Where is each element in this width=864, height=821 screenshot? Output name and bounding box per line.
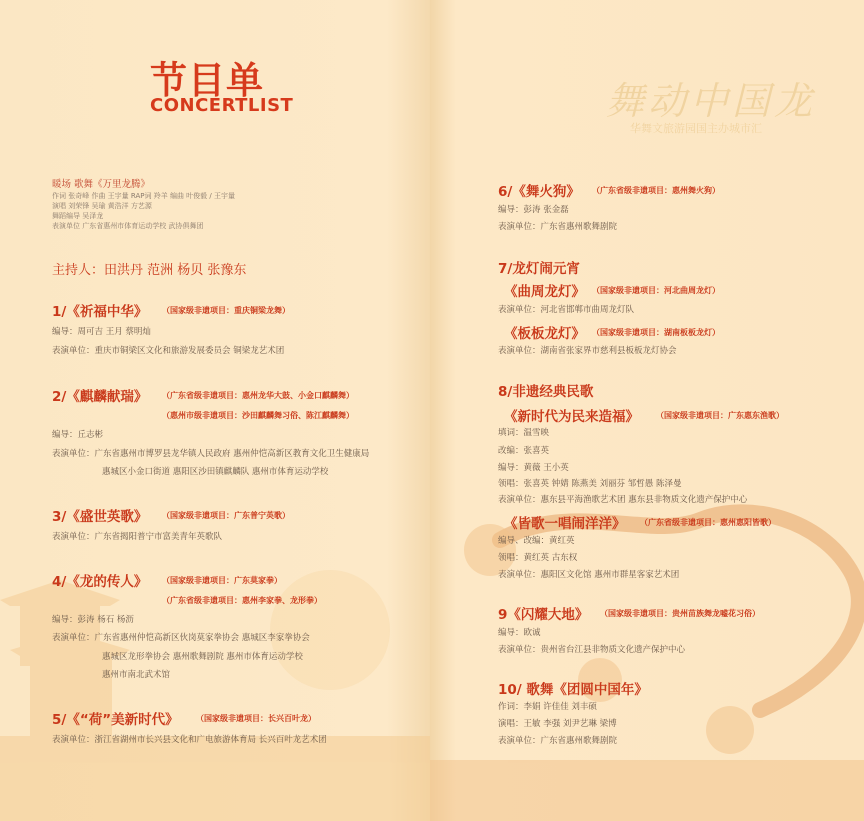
- heritage-tag: （国家级非遗项目：河北曲周龙灯）: [592, 286, 720, 295]
- program-title: 2/《麒麟献瑞》: [52, 389, 148, 405]
- credit-row: 表演单位：湖南省张家界市慈利县板板龙灯协会: [498, 346, 677, 356]
- heritage-tag: （国家级非遗项目：湖南板板龙灯）: [592, 328, 720, 337]
- heritage-tag: （国家级非遗项目：贵州苗族舞龙嘘花习俗）: [600, 609, 760, 618]
- credit-row: 领唱：张喜英 钟婧 陈燕美 刘丽芬 邹哲愚 陈泽曼: [498, 479, 682, 489]
- credit-row: 填词：温雪映: [498, 428, 550, 438]
- sub-program-title: 《皆歌一唱闹洋洋》: [504, 516, 626, 532]
- program-title: 4/《龙的传人》: [52, 574, 148, 590]
- credit-row: 编导：欧诚: [498, 628, 541, 638]
- hosts-line: 主持人：田洪丹 范洲 杨贝 张豫东: [52, 263, 247, 278]
- heritage-tag: （国家级非遗项目：重庆铜梁龙舞）: [162, 306, 290, 315]
- warmup-credit: 作词 张奇峰 作曲 王宇量 RAP词 羚羊 编曲 叶俊毅 / 王宇量: [52, 192, 235, 200]
- page-subtitle: CONCERTLIST: [150, 95, 294, 116]
- credit-row: 表演单位：浙江省湖州市长兴县文化和广电旅游体育局 长兴百叶龙艺术团: [52, 735, 327, 745]
- credit-row: 编导：黄薇 王小英: [498, 463, 569, 473]
- warmup-credit: 表演单位 广东省惠州市体育运动学校 武协俱舞团: [52, 222, 204, 230]
- credit-row: 表演单位：河北省邯郸市曲周龙灯队: [498, 305, 635, 315]
- heritage-tag: （广东省级非遗项目：惠州龙华大鼓、小金口麒麟舞）: [162, 391, 354, 400]
- credit-row: 作词：李娟 许佳佳 刘丰硕: [498, 702, 597, 712]
- sub-program-title: 《板板龙灯》: [504, 326, 585, 342]
- sub-program-title: 《曲周龙灯》: [504, 284, 585, 300]
- credit-row: 惠州市南北武术馆: [102, 670, 171, 680]
- credit-row: 表演单位：重庆市铜梁区文化和旅游发展委员会 铜梁龙艺术团: [52, 346, 285, 356]
- program-title: 10/ 歌舞《团圆中国年》: [498, 682, 648, 698]
- heritage-tag: （国家级非遗项目：广东普宁英歌）: [162, 511, 290, 520]
- credit-row: 表演单位：贵州省台江县非物质文化遗产保护中心: [498, 645, 686, 655]
- program-title: 5/《“荷”美新时代》: [52, 712, 179, 728]
- credit-row: 表演单位：广东省揭阳普宁市富美青年英歌队: [52, 532, 223, 542]
- heritage-tag: （国家级非遗项目：长兴百叶龙）: [196, 714, 316, 723]
- credit-row: 编导、改编：黄红英: [498, 536, 575, 546]
- credit-row: 编导：彭涛 杨石 杨沥: [52, 615, 134, 625]
- credit-row: 领唱：黄红英 古东权: [498, 553, 578, 563]
- program-title: 7/龙灯闹元宵: [498, 261, 580, 277]
- heritage-tag: （广东省级非遗项目：惠州惠阳皆歌）: [640, 518, 776, 527]
- watermark-title: 舞动中国龙: [606, 79, 817, 123]
- credit-row: 表演单位：广东省惠州仲恺高新区伙岗莫家拳协会 惠城区李家拳协会: [52, 633, 310, 643]
- program-title: 3/《盛世英歌》: [52, 509, 148, 525]
- heritage-tag: （广东省级非遗项目：惠州李家拳、龙形拳）: [162, 596, 322, 605]
- credit-row: 惠城区龙形拳协会 惠州歌舞剧院 惠州市体育运动学校: [102, 652, 303, 662]
- credit-row: 惠城区小金口街道 惠阳区沙田镇麒麟队 惠州市体育运动学校: [102, 467, 329, 477]
- warmup-title: 暖场 歌舞《万里龙腾》: [52, 179, 151, 190]
- watermark-subtitle: 华舞文旅游园国主办城市汇: [630, 122, 762, 135]
- program-title: 9《闪耀大地》: [498, 607, 589, 623]
- credit-row: 编导：周可吉 王月 蔡明灿: [52, 327, 151, 337]
- sub-program-title: 《新时代为民来造福》: [504, 409, 639, 425]
- credit-row: 表演单位：惠东县平海渔歌艺术团 惠东县非物质文化遗产保护中心: [498, 495, 748, 505]
- heritage-tag: （惠州市级非遗项目：沙田麒麟舞习俗、陈江麒麟舞）: [162, 411, 354, 420]
- warmup-credit: 舞蹈编导 吴泽龙: [52, 212, 104, 220]
- credit-row: 表演单位：惠阳区文化馆 惠州市群星客家艺术团: [498, 570, 680, 580]
- credit-row: 表演单位：广东省惠州市博罗县龙华镇人民政府 惠州仲恺高新区教育文化卫生健康局: [52, 449, 370, 459]
- credit-row: 表演单位：广东省惠州歌舞剧院: [498, 736, 618, 746]
- program-title: 1/《祈福中华》: [52, 304, 148, 320]
- credit-row: 改编：张喜英: [498, 446, 550, 456]
- heritage-tag: （广东省级非遗项目：惠州舞火狗）: [592, 186, 720, 195]
- credit-row: 表演单位：广东省惠州歌舞剧院: [498, 222, 618, 232]
- credit-row: 编导：丘志彬: [52, 430, 104, 440]
- credit-row: 演唱：王敏 李强 刘尹艺琳 梁博: [498, 719, 617, 729]
- heritage-tag: （国家级非遗项目：广东惠东渔歌）: [656, 411, 784, 420]
- program-title: 8/非遗经典民歌: [498, 384, 594, 400]
- warmup-credit: 演唱 刘荣锋 吴瑜 黄浩洋 方艺源: [52, 202, 152, 210]
- program-title: 6/《舞火狗》: [498, 184, 580, 200]
- credit-row: 编导：彭涛 张金磊: [498, 205, 569, 215]
- page-title: 节目单: [150, 59, 264, 102]
- heritage-tag: （国家级非遗项目：广东莫家拳）: [162, 576, 282, 585]
